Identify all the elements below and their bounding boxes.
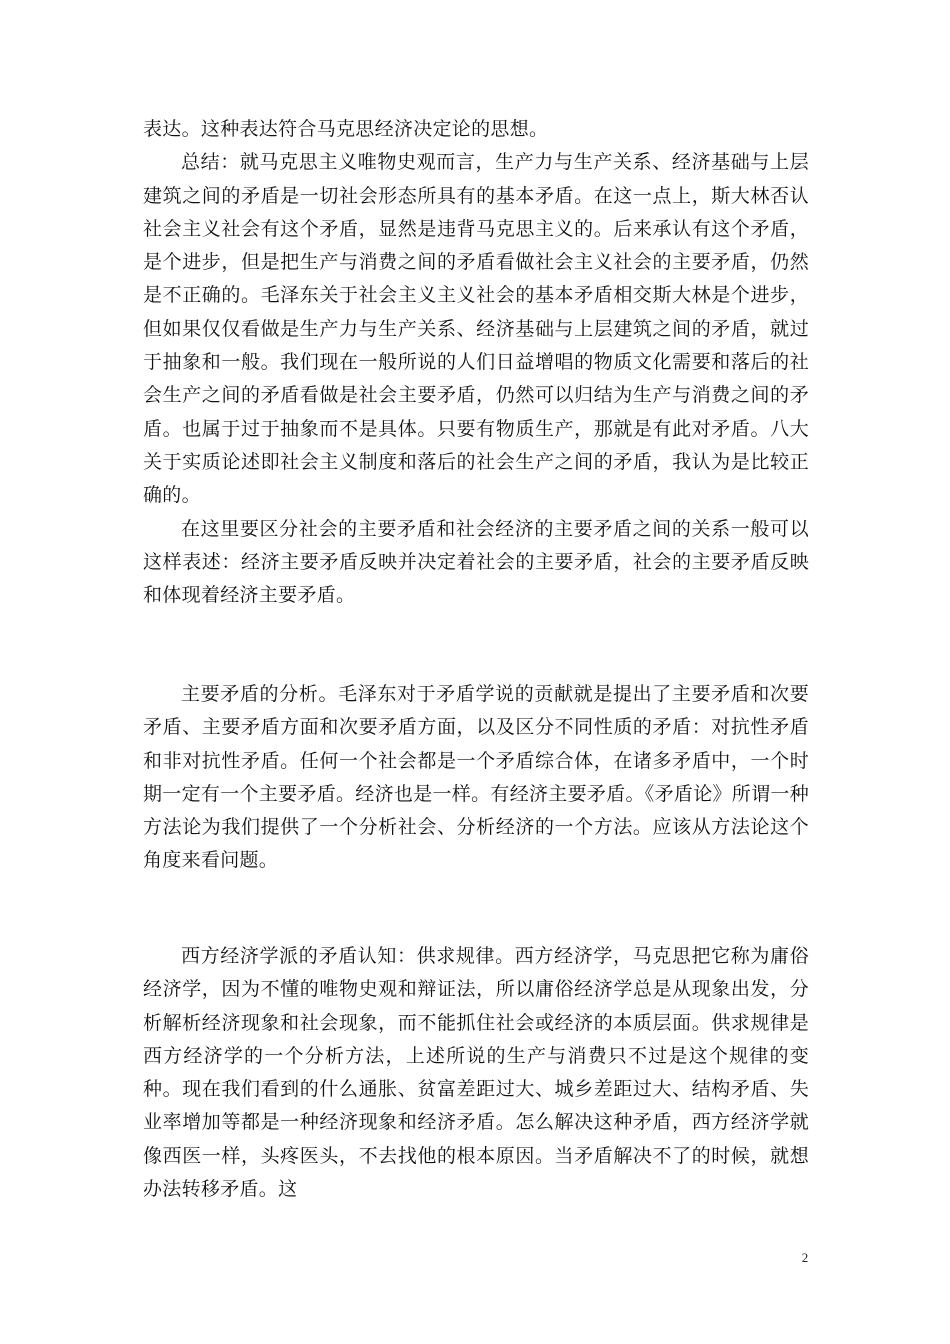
paragraph-western-economics: 西方经济学派的矛盾认知：供求规律。西方经济学，马克思把它称为庸俗经济学，因为不懂的唯物史观和辩证法，所以庸俗经济学总是从现象出发，分析解析经济现象和社会现象，而不能抓住社会或经济的本质层面。供求规律是西方经济学的一个分析方法，上述所说的生产与消费只不过是这个规律的变种。现在我们看到的什么通胀、贫富差距过大、城乡差距过大、结构矛盾、失业率增加等都是一种经济现象和经济矛盾。怎么解决这种矛盾，西方经济学就像西医一样，头疼医头，不去找他的根本原因。当矛盾解决不了的时候，就想办法转移矛盾。这 [143,945,809,1201]
body-text-section-2 [143,678,809,878]
paragraph-continuation: 表达。这种表达符合马克思经济决定论的思想。 [143,118,549,140]
page-number: 2 [801,1250,809,1265]
paragraph-principal-contradiction: 主要矛盾的分析。毛泽东对于矛盾学说的贡献就是提出了主要矛盾和次要矛盾、主要矛盾方面和次要矛盾方面，以及区分不同性质的矛盾：对抗性矛盾和非对抗性矛盾。任何一个社会都是一个矛盾综合体，在诸多矛盾中，一个时期一定有一个主要矛盾。经济也是一样。有经济主要矛盾。《矛盾论》所谓一种方法论为我们提供了一个分析社会、分析经济的一个方法。应该从方法论这个角度来看问题。 [143,683,810,872]
paragraph-distinction: 在这里要区分社会的主要矛盾和社会经济的主要矛盾之间的关系一般可以这样表述：经济主要矛盾反映并决定着社会的主要矛盾，社会的主要矛盾反映和体现着经济主要矛盾。 [143,517,809,607]
paragraph-summary: 总结：就马克思主义唯物史观而言，生产力与生产关系、经济基础与上层建筑之间的矛盾是一切社会形态所具有的基本矛盾。在这一点上，斯大林否认社会主义社会有这个矛盾，显然是违背马克思主义的。后来承认有这个矛盾，是个进步，但是把生产与消费之间的矛盾看做社会主义社会的主要矛盾，仍然是不正确的。毛泽东关于社会主义主义社会的基本矛盾相交斯大林是个进步，但如果仅仅看做是生产力与生产关系、经济基础与上层建筑之间的矛盾，就过于抽象和一般。我们现在一般所说的人们日益增唱的物质文化需要和落后的社会生产之间的矛盾看做是社会主要矛盾，仍然可以归结为生产与消费之间的矛盾。也属于过于抽象而不是具体。只要有物质生产，那就是有此对矛盾。八大关于实质论述即社会主义制度和落后的社会生产之间的矛盾，我认为是比较正确的。 [143,151,809,507]
body-text-section-3 [143,940,809,1206]
body-text-section-1 [143,113,809,612]
